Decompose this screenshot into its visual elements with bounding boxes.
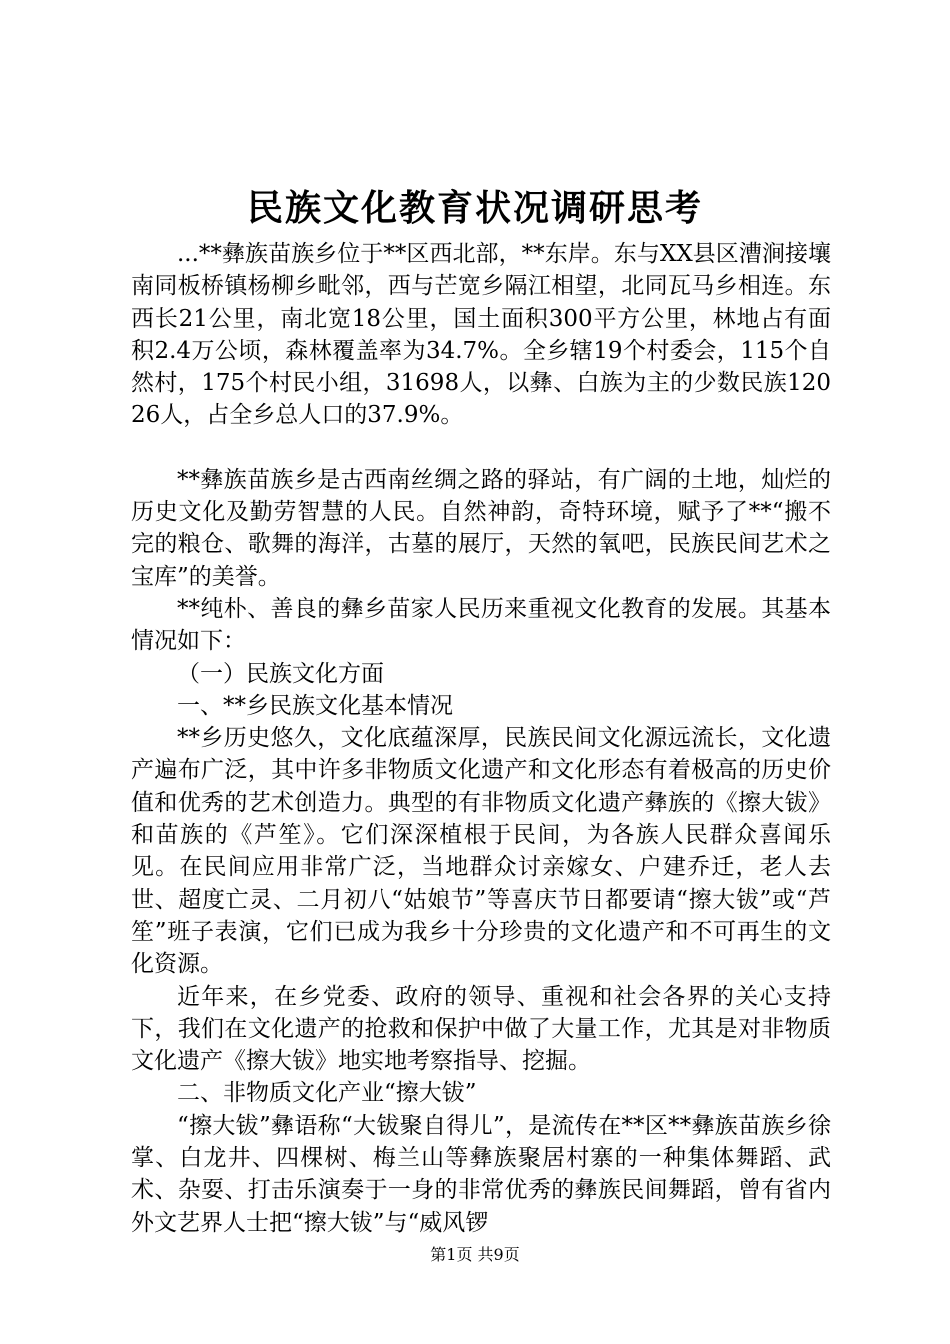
paragraph-overview: **纯朴、善良的彝乡苗家人民历来重视文化教育的发展。其基本情况如下： [131,595,831,655]
document-body [131,238,831,1239]
paragraph-location: ...**彝族苗族乡位于**区西北部，**东岸。东与XX县区漕涧接壤南同板桥镇杨柳乡毗邻，西与芒宽乡隔江相望，北同瓦马乡相连。东西长21公里，南北宽18公里，国土面积300平方公里，林地占有面积2.4万公顷，森林覆盖率为34.7%。全乡辖19个村委会，115个自然村，175个村民小组，31698人，以彝、白族为主的少数民族12026人，占全乡总人口的37.9%。 [131,241,831,429]
subsection-heading-cadabo: 二、非物质文化产业“擦大钹” [177,1080,477,1107]
paragraph-history: **彝族苗族乡是古西南丝绸之路的驿站，有广阔的土地，灿烂的历史文化及勤劳智慧的人民。自然神韵，奇特环境，赋予了**“搬不完的粮仓、歌舞的海洋，古墓的展厅，天然的氧吧，民族民间艺术之宝库”的美誉。 [131,466,831,590]
paragraph-cadabo: “擦大钹”彝语称“大钹聚自得儿”，是流传在**区**彝族苗族乡徐掌、白龙井、四棵树、梅兰山等彝族聚居村寨的一种集体舞蹈、武术、杂耍、打击乐演奏于一身的非常优秀的彝族民间舞蹈，曾有省内外文艺界人士把“擦大钹”与“威风锣 [131,1112,831,1236]
subsection-heading-basic: 一、**乡民族文化基本情况 [177,692,453,719]
document-title: 民族文化教育状况调研思考 [246,187,703,229]
paragraph-heritage: **乡历史悠久，文化底蕴深厚，民族民间文化源远流长，文化遗产遍布广泛，其中许多非物质文化遗产和文化形态有着极高的历史价值和优秀的艺术创造力。典型的有非物质文化遗产彝族的《擦大钹》和苗族的《芦笙》。它们深深植根于民间，为各族人民群众喜闻乐见。在民间应用非常广泛，当地群众讨亲嫁女、户建乔迁，老人去世、超度亡灵、二月初八“姑娘节”等喜庆节日都要请“擦大钹”或“芦笙”班子表演，它们已成为我乡十分珍贵的文化遗产和不可再生的文化资源。 [131,725,831,978]
page-number: 第1页 共9页 [430,1245,520,1264]
section-heading-culture: （一）民族文化方面 [177,660,384,687]
paragraph-recent-work: 近年来，在乡党委、政府的领导、重视和社会各界的关心支持下，我们在文化遗产的抢救和保护中做了大量工作，尤其是对非物质文化遗产《擦大钹》地实地考察指导、挖掘。 [131,983,831,1075]
